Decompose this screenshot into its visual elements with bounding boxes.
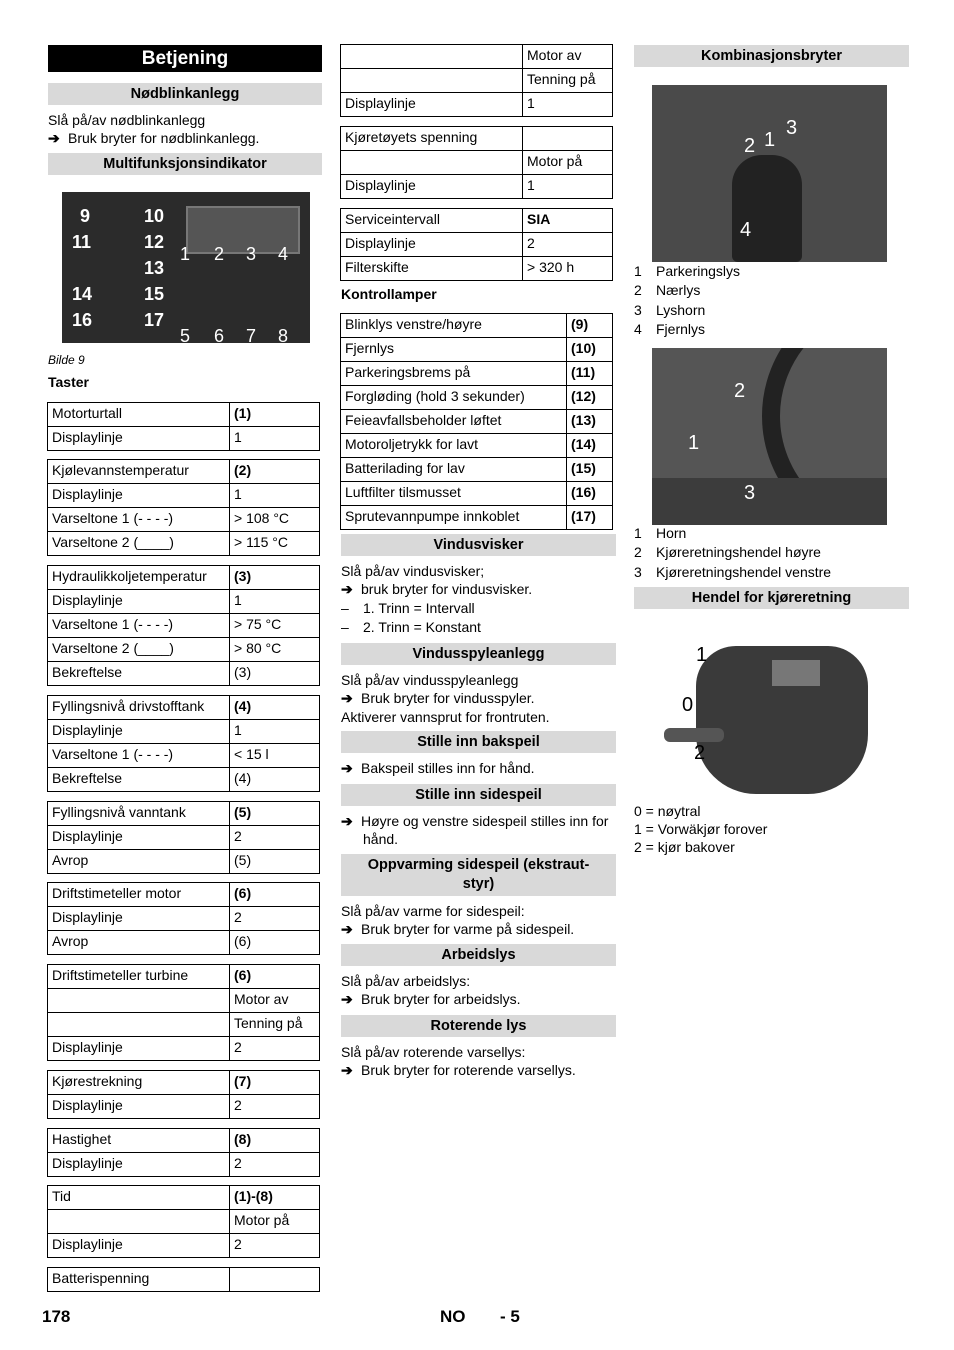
- table-cell-label: Fyllingsnivå drivstofftank: [48, 696, 230, 720]
- heading-oppvarming: Oppvarming sidespeil (ekstraut- styr): [341, 854, 616, 896]
- table-cell-label: [341, 45, 523, 69]
- info-table: [47, 695, 320, 792]
- table-cell-value: (3): [230, 566, 320, 590]
- table-cell-label: Filterskifte: [341, 257, 523, 281]
- table-cell-value: 2: [523, 233, 613, 257]
- table-cell-value: (1): [230, 403, 320, 427]
- table-cell-value: Motor av: [230, 989, 320, 1013]
- op-line2: ➔ Bruk bryter for varme på sidespeil.: [341, 921, 575, 937]
- table-cell-value: [230, 1268, 320, 1292]
- table-cell-label: [341, 69, 523, 93]
- table-row: [48, 614, 320, 638]
- panel-digit-7: 7: [246, 326, 257, 346]
- table-cell-label: Displaylinje: [48, 1037, 230, 1061]
- table-cell-value: (6): [230, 931, 320, 955]
- heading-roterende: Roterende lys: [341, 1015, 616, 1037]
- kombi-num-3: 3: [786, 117, 798, 139]
- panel-num-16: 16: [72, 310, 93, 330]
- table-cell-value: < 15 l: [230, 744, 320, 768]
- table-row: [341, 386, 613, 410]
- figure-caption: Bilde 9: [48, 353, 85, 367]
- table-cell-label: Driftstimeteller turbine: [48, 965, 230, 989]
- heading-vindusspyl: Vindusspyleanlegg: [341, 643, 616, 665]
- kombi-num-2: 2: [744, 135, 756, 157]
- table-cell-value: (2): [230, 460, 320, 484]
- table-row: [48, 403, 320, 427]
- kombi-num-1: 1: [764, 129, 776, 151]
- table-cell-label: Fjernlys: [341, 338, 567, 362]
- table-cell-label: Displaylinje: [48, 590, 230, 614]
- table-row: [341, 209, 613, 233]
- kombi-num-4: 4: [740, 219, 752, 241]
- table-row: [341, 482, 613, 506]
- table-row: [48, 532, 320, 556]
- table-cell-value: > 320 h: [523, 257, 613, 281]
- table-row: [48, 1186, 320, 1210]
- table-row: [48, 460, 320, 484]
- list-item: 4 Fjernlys: [634, 320, 706, 337]
- panel-digit-5: 5: [180, 326, 191, 346]
- hendel-num-0: 0: [682, 694, 694, 716]
- table-cell-label: Varseltone 2 (____): [48, 638, 230, 662]
- table-cell-label: Displaylinje: [48, 907, 230, 931]
- panel-digit-4: 4: [278, 244, 289, 264]
- table-cell-label: Bekreftelse: [48, 662, 230, 686]
- table-cell-label: Feieavfallsbeholder løftet: [341, 410, 567, 434]
- arrow-right-icon: ➔: [341, 581, 353, 597]
- table-cell-value: 1: [523, 175, 613, 199]
- table-row: [48, 1071, 320, 1095]
- table-cell-label: Motorturtall: [48, 403, 230, 427]
- table-cell-value: 1: [230, 590, 320, 614]
- table-cell-value: (6): [230, 965, 320, 989]
- table-cell-label: Kjøretøyets spenning: [341, 127, 523, 151]
- table-cell-label: [48, 989, 230, 1013]
- table-row: [48, 1013, 320, 1037]
- table-cell-label: Displaylinje: [48, 484, 230, 508]
- hendel-photo: [664, 640, 869, 795]
- table-cell-value: (12): [567, 386, 613, 410]
- table-cell-value: Tenning på: [230, 1013, 320, 1037]
- table-row: [48, 883, 320, 907]
- vs-line2: ➔ Bruk bryter for vindusspyler.: [341, 690, 535, 706]
- arrow-right-icon: ➔: [341, 690, 353, 706]
- table-cell-value: 2: [230, 1234, 320, 1258]
- arrow-right-icon: ➔: [48, 130, 60, 146]
- horn-num-1: 1: [688, 432, 700, 454]
- table-row: [48, 1268, 320, 1292]
- vv-line2: ➔ bruk bryter for vindusvisker.: [341, 581, 533, 597]
- table-cell-value: Motor av: [523, 45, 613, 69]
- info-table: [47, 1128, 320, 1177]
- table-cell-value: > 108 °C: [230, 508, 320, 532]
- table-row: [341, 458, 613, 482]
- table-cell-label: Displaylinje: [48, 1234, 230, 1258]
- list-item: 2 Kjøreretningshendel høyre: [634, 544, 821, 561]
- heading-multifunksjon: Multifunksjonsindikator: [48, 153, 322, 175]
- info-table: [340, 126, 613, 199]
- vs-line3: Aktiverer vannsprut for frontruten.: [341, 709, 550, 725]
- list-item: 3 Lyshorn: [634, 301, 706, 318]
- table-cell-label: Kjørestrekning: [48, 1071, 230, 1095]
- table-row: [341, 233, 613, 257]
- table-cell-label: Displaylinje: [341, 233, 523, 257]
- table-row: [48, 768, 320, 792]
- info-table: [340, 208, 613, 281]
- table-row: [341, 257, 613, 281]
- table-cell-label: Serviceintervall: [341, 209, 523, 233]
- list-item: 1 Horn: [634, 525, 687, 541]
- panel-num-9: 9: [80, 206, 91, 226]
- table-cell-label: Displaylinje: [48, 1153, 230, 1177]
- table-cell-value: 2: [230, 907, 320, 931]
- table-row: [341, 45, 613, 69]
- kontroll-heading: Kontrollamper: [341, 286, 437, 302]
- hendel-item-2: 2 = kjør bakover: [634, 839, 735, 855]
- horn-num-2: 2: [734, 380, 746, 402]
- panel-digit-8: 8: [278, 326, 289, 346]
- table-row: [341, 434, 613, 458]
- table-cell-value: 2: [230, 1037, 320, 1061]
- table-row: [341, 314, 613, 338]
- table-cell-label: Batterilading for lav: [341, 458, 567, 482]
- table-row: [341, 127, 613, 151]
- table-cell-value: (10): [567, 338, 613, 362]
- info-table: [47, 1070, 320, 1119]
- list-item: 2 Nærlys: [634, 282, 701, 299]
- table-row: [48, 696, 320, 720]
- table-row: [48, 989, 320, 1013]
- table-cell-value: 2: [230, 826, 320, 850]
- table-cell-value: 2: [230, 1095, 320, 1119]
- table-cell-value: 2: [230, 1153, 320, 1177]
- table-row: [48, 1210, 320, 1234]
- table-cell-label: Varseltone 1 (- - - -): [48, 744, 230, 768]
- arrow-right-icon: ➔: [341, 760, 353, 776]
- panel-digit-3: 3: [246, 244, 257, 264]
- table-row: [48, 850, 320, 874]
- table-cell-value: > 75 °C: [230, 614, 320, 638]
- table-cell-value: [523, 127, 613, 151]
- table-cell-label: Kjølevannstemperatur: [48, 460, 230, 484]
- arrow-right-icon: ➔: [341, 1062, 353, 1078]
- table-cell-label: Displaylinje: [341, 175, 523, 199]
- table-cell-label: Bekreftelse: [48, 768, 230, 792]
- table-cell-label: Blinklys venstre/høyre: [341, 314, 567, 338]
- table-row: [48, 1129, 320, 1153]
- heading-arbeidslys: Arbeidslys: [341, 944, 616, 966]
- indicator-panel-image: [62, 192, 310, 346]
- table-cell-value: (3): [230, 662, 320, 686]
- arrow-right-icon: ➔: [341, 991, 353, 1007]
- footer-sub: - 5: [500, 1307, 520, 1326]
- table-row: [341, 93, 613, 117]
- table-cell-label: Displaylinje: [48, 1095, 230, 1119]
- ro-line1: Slå på/av roterende varsellys:: [341, 1044, 526, 1060]
- table-cell-value: (6): [230, 883, 320, 907]
- table-row: [341, 151, 613, 175]
- table-row: [341, 69, 613, 93]
- table-row: [48, 931, 320, 955]
- table-row: [48, 720, 320, 744]
- hendel-num-2: 2: [694, 742, 706, 764]
- ro-line2: ➔ Bruk bryter for roterende varsellys.: [341, 1062, 576, 1078]
- table-row: [48, 638, 320, 662]
- table-row: [48, 744, 320, 768]
- table-cell-label: Motoroljetrykk for lavt: [341, 434, 567, 458]
- table-cell-value: Motor på: [523, 151, 613, 175]
- table-cell-label: Forgløding (hold 3 sekunder): [341, 386, 567, 410]
- table-cell-label: Avrop: [48, 850, 230, 874]
- table-cell-value: (9): [567, 314, 613, 338]
- hendel-item-0: 0 = nøytral: [634, 803, 701, 819]
- table-row: [48, 1095, 320, 1119]
- table-cell-value: (5): [230, 802, 320, 826]
- table-cell-value: Motor på: [230, 1210, 320, 1234]
- vv-line3: – 1. Trinn = Intervall: [341, 600, 475, 616]
- table-cell-value: (8): [230, 1129, 320, 1153]
- page-number: 178: [42, 1307, 71, 1326]
- table-row: [48, 802, 320, 826]
- table-row: [341, 175, 613, 199]
- info-table: [340, 313, 613, 530]
- ar-line1: Slå på/av arbeidslys:: [341, 973, 471, 989]
- table-cell-value: (11): [567, 362, 613, 386]
- heading-hendel: Hendel for kjøreretning: [634, 587, 909, 609]
- table-cell-label: Displaylinje: [48, 720, 230, 744]
- panel-digit-2: 2: [214, 244, 225, 264]
- table-row: [341, 338, 613, 362]
- table-cell-label: Displaylinje: [48, 826, 230, 850]
- vv-line4: – 2. Trinn = Konstant: [341, 619, 481, 635]
- info-table: [47, 565, 320, 686]
- table-row: [48, 965, 320, 989]
- table-cell-value: (4): [230, 696, 320, 720]
- table-cell-label: Sprutevannpumpe innkoblet: [341, 506, 567, 530]
- table-cell-label: Varseltone 1 (- - - -): [48, 614, 230, 638]
- panel-num-12: 12: [144, 232, 165, 252]
- table-cell-label: Avrop: [48, 931, 230, 955]
- page-title: Betjening: [48, 45, 322, 72]
- horn-photo: [652, 348, 887, 525]
- table-cell-value: (5): [230, 850, 320, 874]
- nodblink-line2: ➔ Bruk bryter for nødblinkanlegg.: [48, 130, 260, 146]
- ss-line2: hånd.: [363, 831, 399, 847]
- table-cell-value: (1)-(8): [230, 1186, 320, 1210]
- table-row: [48, 826, 320, 850]
- panel-num-11: 11: [72, 232, 92, 252]
- table-cell-value: (17): [567, 506, 613, 530]
- list-item: 3 Kjøreretningshendel venstre: [634, 563, 832, 580]
- panel-digit-1: 1: [180, 244, 191, 264]
- table-row: [48, 590, 320, 614]
- info-table: [47, 459, 320, 556]
- table-cell-value: (15): [567, 458, 613, 482]
- table-row: [48, 1037, 320, 1061]
- table-cell-value: 1: [230, 720, 320, 744]
- list-item: 1 Parkeringslys: [634, 263, 741, 279]
- table-row: [48, 907, 320, 931]
- op-line1: Slå på/av varme for sidespeil:: [341, 903, 525, 919]
- table-cell-label: Displaylinje: [48, 427, 230, 451]
- table-cell-value: (13): [567, 410, 613, 434]
- table-cell-label: [48, 1210, 230, 1234]
- hendel-item-1: 1 = Vorwäkjør forover: [634, 821, 768, 837]
- table-row: [48, 1153, 320, 1177]
- info-table: [47, 402, 320, 451]
- table-row: [341, 362, 613, 386]
- heading-sidespeil: Stille inn sidespeil: [341, 784, 616, 806]
- table-row: [48, 662, 320, 686]
- table-cell-value: Tenning på: [523, 69, 613, 93]
- table-cell-label: Varseltone 1 (- - - -): [48, 508, 230, 532]
- table-cell-label: Driftstimeteller motor: [48, 883, 230, 907]
- vs-line1: Slå på/av vindusspyleanlegg: [341, 672, 519, 688]
- heading-nodblink: Nødblinkanlegg: [48, 83, 322, 105]
- ss-line1: ➔ Høyre og venstre sidespeil stilles inn for: [341, 813, 609, 829]
- table-row: [341, 506, 613, 530]
- table-row: [48, 427, 320, 451]
- ar-line2: ➔ Bruk bryter for arbeidslys.: [341, 991, 521, 1007]
- panel-num-17: 17: [144, 310, 165, 330]
- footer-lang: NO: [440, 1307, 466, 1326]
- vv-line1: Slå på/av vindusvisker;: [341, 563, 485, 579]
- table-cell-value: 1: [230, 484, 320, 508]
- heading-bakspeil: Stille inn bakspeil: [341, 731, 616, 753]
- panel-num-15: 15: [144, 284, 165, 304]
- table-row: [48, 508, 320, 532]
- table-cell-value: (7): [230, 1071, 320, 1095]
- table-cell-label: Tid: [48, 1186, 230, 1210]
- horn-num-3: 3: [744, 482, 756, 504]
- heading-kombinasjon: Kombinasjonsbryter: [634, 45, 909, 67]
- table-cell-label: Parkeringsbrems på: [341, 362, 567, 386]
- nodblink-line1: Slå på/av nødblinkanlegg: [48, 112, 206, 128]
- bs-line1: ➔ Bakspeil stilles inn for hånd.: [341, 760, 535, 776]
- panel-num-14: 14: [72, 284, 93, 304]
- table-row: [48, 1234, 320, 1258]
- panel-num-10: 10: [144, 206, 165, 226]
- hendel-num-1: 1: [696, 644, 708, 666]
- info-table: [47, 964, 320, 1061]
- table-row: [48, 566, 320, 590]
- table-row: [341, 410, 613, 434]
- table-cell-label: Batterispenning: [48, 1268, 230, 1292]
- table-cell-label: [341, 151, 523, 175]
- info-table: [47, 1267, 320, 1292]
- kombi-photo: [652, 85, 887, 262]
- taster-heading: Taster: [48, 374, 89, 390]
- table-cell-value: 1: [230, 427, 320, 451]
- table-cell-value: > 115 °C: [230, 532, 320, 556]
- table-cell-label: Hastighet: [48, 1129, 230, 1153]
- table-cell-value: (4): [230, 768, 320, 792]
- table-cell-label: Fyllingsnivå vanntank: [48, 802, 230, 826]
- table-cell-label: Displaylinje: [341, 93, 523, 117]
- arrow-right-icon: ➔: [341, 813, 353, 829]
- table-cell-value: SIA: [523, 209, 613, 233]
- panel-digit-6: 6: [214, 326, 225, 346]
- info-table: [47, 1185, 320, 1258]
- table-cell-label: [48, 1013, 230, 1037]
- table-cell-label: Luftfilter tilsmusset: [341, 482, 567, 506]
- info-table: [47, 882, 320, 955]
- table-cell-value: 1: [523, 93, 613, 117]
- table-row: [48, 484, 320, 508]
- heading-vindusvisker: Vindusvisker: [341, 534, 616, 556]
- arrow-right-icon: ➔: [341, 921, 353, 937]
- table-cell-value: > 80 °C: [230, 638, 320, 662]
- table-cell-value: (14): [567, 434, 613, 458]
- panel-num-13: 13: [144, 258, 165, 278]
- table-cell-label: Hydraulikkoljetemperatur: [48, 566, 230, 590]
- info-table: [340, 44, 613, 117]
- table-cell-value: (16): [567, 482, 613, 506]
- table-cell-label: Varseltone 2 (____): [48, 532, 230, 556]
- info-table: [47, 801, 320, 874]
